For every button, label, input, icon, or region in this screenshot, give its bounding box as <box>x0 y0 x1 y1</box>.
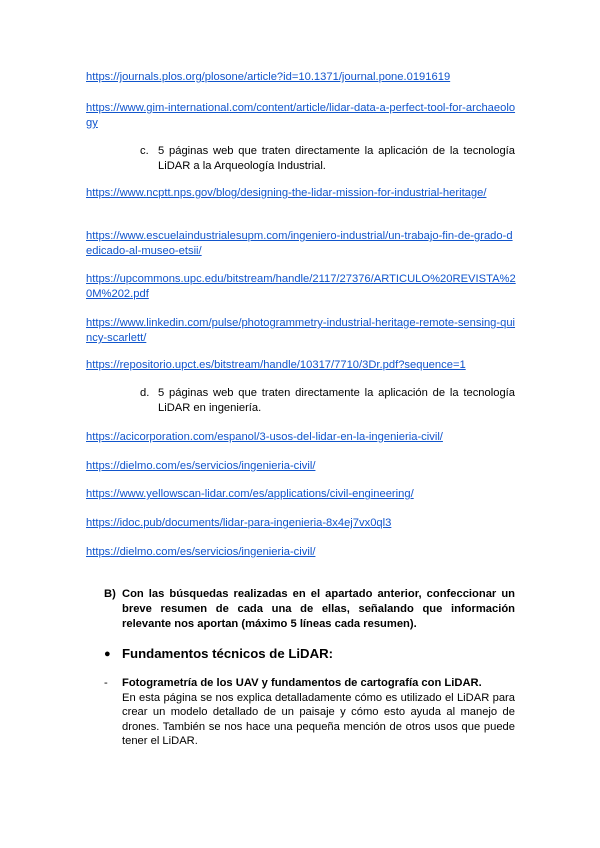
reference-link[interactable]: https://acicorporation.com/espanol/3-usos-del-lidar-en-la-ingenieria-civil/ <box>86 431 443 443</box>
bullet-icon: ● <box>104 648 111 660</box>
section-heading-text: Fundamentos técnicos de LiDAR: <box>122 646 334 661</box>
summary-item <box>104 676 515 749</box>
list-item-d <box>140 386 515 416</box>
reference-link[interactable]: https://www.gim-international.com/content/article/lidar-data-a-perfect-tool-for-archaeology <box>86 102 516 129</box>
reference-link[interactable]: https://dielmo.com/es/servicios/ingenieria-civil/ <box>86 460 316 472</box>
section-text: Con las búsquedas realizadas en el apartado anterior, confeccionar un breve resumen de cada una de ellas, señalando que información relevante nos aportan (máximo 5 líneas cada resumen). <box>122 588 515 630</box>
reference-link[interactable]: https://www.ncptt.nps.gov/blog/designing-the-lidar-mission-for-industrial-heritage/ <box>86 187 487 199</box>
reference-link[interactable]: https://idoc.pub/documents/lidar-para-ingenieria-8x4ej7vx0ql3 <box>86 517 392 529</box>
dash-marker: - <box>104 677 108 689</box>
section-b <box>104 587 515 632</box>
list-marker: c. <box>140 145 149 157</box>
reference-link[interactable]: https://dielmo.com/es/servicios/ingenieria-civil/ <box>86 546 316 558</box>
list-item-c <box>140 144 515 174</box>
section-marker: B) <box>104 588 116 600</box>
reference-link[interactable]: https://www.escuelaindustrialesupm.com/ingeniero-industrial/un-trabajo-fin-de-grado-dedicado-al-museo-etsii/ <box>86 230 513 257</box>
list-marker: d. <box>140 387 150 399</box>
list-item-text: 5 páginas web que traten directamente la aplicación de la tecnología LiDAR a la Arqueología Industrial. <box>158 145 515 172</box>
reference-link[interactable]: https://www.linkedin.com/pulse/photogrammetry-industrial-heritage-remote-sensing-quincy-scarlett/ <box>86 317 516 344</box>
summary-body: En esta página se nos explica detalladamente cómo es utilizado el LiDAR para crear un modelo detallado de un paisaje y cómo esto ayuda al manejo de drones. También se nos hace una pequeña mención de otros usos que puede tener el LiDAR. <box>122 691 515 747</box>
reference-link[interactable]: https://repositorio.upct.es/bitstream/handle/10317/7710/3Dr.pdf?sequence=1 <box>86 359 466 371</box>
list-item-text: 5 páginas web que traten directamente la aplicación de la tecnología LiDAR en ingeniería. <box>158 387 515 414</box>
reference-link[interactable]: https://upcommons.upc.edu/bitstream/handle/2117/27376/ARTICULO%20REVISTA%20M%202.pdf <box>86 273 516 300</box>
summary-title: Fotogrametría de los UAV y fundamentos de cartografía con LiDAR. <box>122 677 482 689</box>
reference-link[interactable]: https://www.yellowscan-lidar.com/es/applications/civil-engineering/ <box>86 488 414 500</box>
section-heading <box>104 646 515 662</box>
reference-link[interactable]: https://journals.plos.org/plosone/article?id=10.1371/journal.pone.0191619 <box>86 71 451 83</box>
